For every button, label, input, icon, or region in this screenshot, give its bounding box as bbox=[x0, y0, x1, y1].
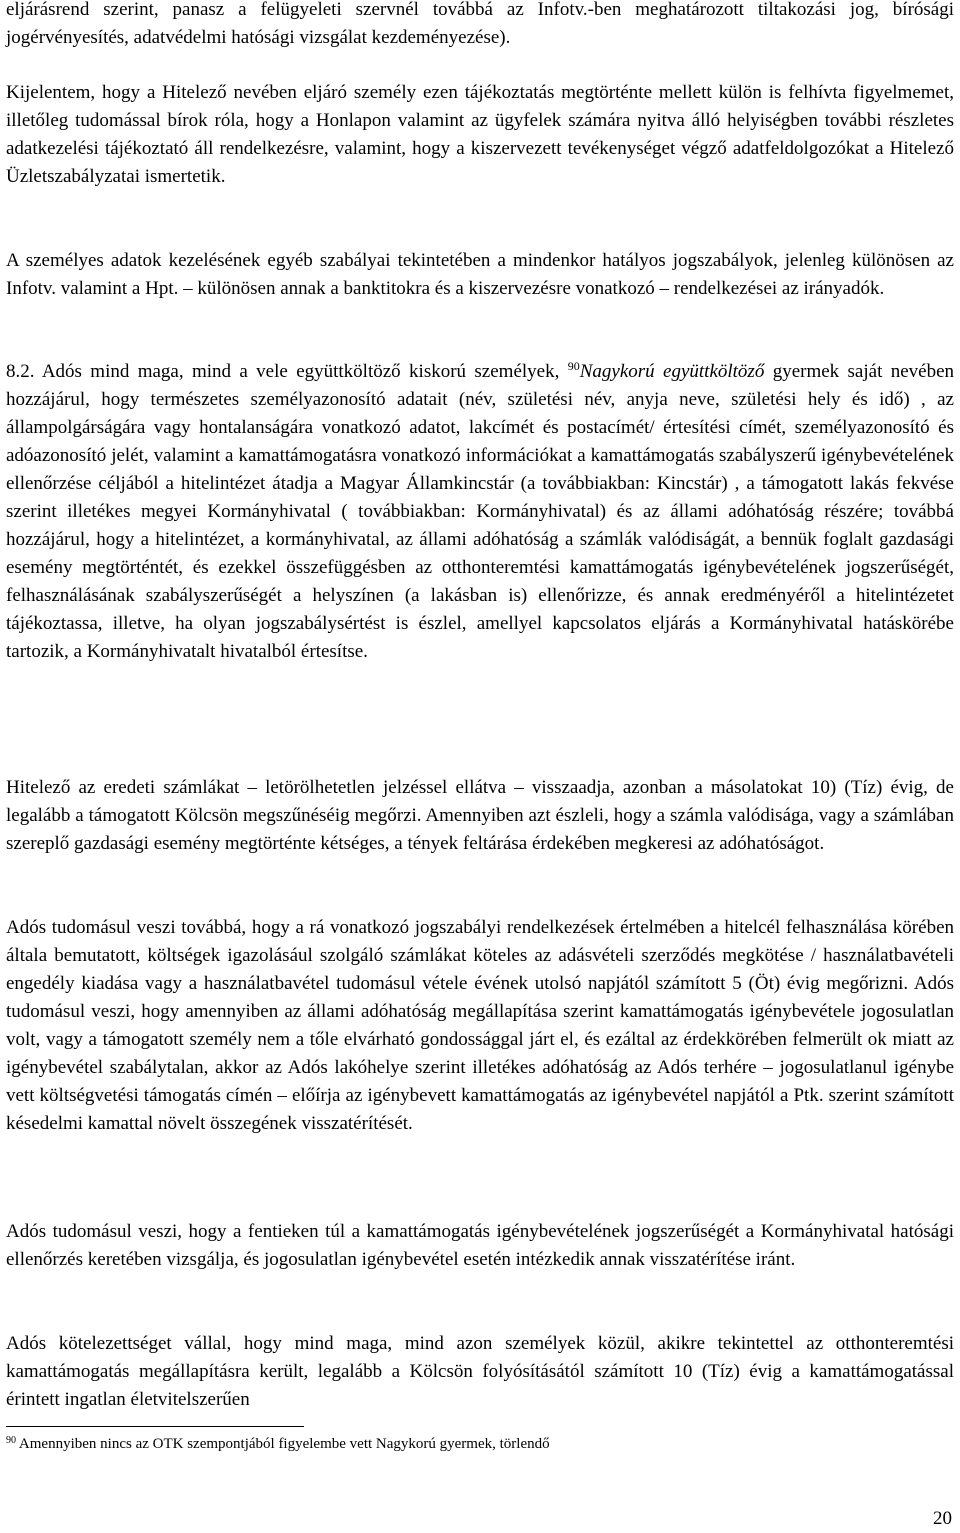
footnote bbox=[6, 1434, 954, 1454]
section-8-2-rest: gyermek saját nevében hozzájárul, hogy természetes személyazonosító adatait (név, születési név, anyja neve, születési hely és idő) , az állampolgárságára vagy hontalanságára vonatkozó adatot, lakcímét és postacímét/ értesítési címét, személyazonosító és adóazonosító jelét, valamint a kamattámogatásra vonatkozó információkat a kamattámogatás szabályszerű igénybevételének ellenőrzése céljából a hitelintézet átadja a Magyar Államkincstár (a továbbiakban: Kincstár) , a támogatott lakás fekvése szerint illetékes megyei Kormányhivatal ( továbbiakban: Kormányhivatal) és az állami adóhatóság részére; továbbá hozzájárul, hogy a hitelintézet, a kormányhivatal, az állami adóhatóság a számlák valódiságát, a bennük foglalt gazdasági esemény megtörténtét, és ezekkel összefüggésben az otthonteremtési kamattámogatás igénybevételének jogszerűségét, felhasználásának szabályszerűségét a helyszínen (a lakásban is) ellenőrizze, és annak eredményéről a hitelintézetet tájékoztassa, illetve, ha olyan jogszabálysértést is észlel, amellyel kapcsolatos eljárás a Kormányhivatal hatáskörébe tartozik, a Kormányhivatalt hivatalból értesítse. bbox=[6, 361, 955, 662]
paragraph-residence-obligation: Adós kötelezettséget vállal, hogy mind maga, mind azon személyek közül, akikre tekintettel az otthonteremtési kamattámogatás megállapításra került, legalább a Kölcsön folyósításától számított 10 (Tíz) évig a kamattámogatással érintett ingatlan életvitelszerűen bbox=[6, 1333, 954, 1410]
paragraph-section-8-2 bbox=[6, 358, 954, 666]
section-8-2-start: 8.2. Adós mind maga, mind a vele együttköltöző kiskorú személyek, bbox=[6, 361, 560, 382]
paragraph-invoices: Hitelező az eredeti számlákat – letörölhetetlen jelzéssel ellátva – visszaadja, azonban a másolatokat 10) (Tíz) évig, de legalább a támogatott Kölcsön megszűnéséig megőrzi. Amennyiben azt észleli, hogy a számla valódisága, vagy a számlában szereplő gazdasági esemény megtörténte kétséges, a tények feltárása érdekében megkeresi az adóhatóságot. bbox=[6, 777, 954, 854]
footnote-reference: 90 bbox=[567, 359, 580, 373]
paragraph-invoice-retention: Adós tudomásul veszi továbbá, hogy a rá vonatkozó jogszabályi rendelkezések értelmében a hitelcél felhasználása körében általa bemutatott, költségek igazolásául szolgáló számlákat köteles az adásvételi szerződés megkötése / használatbavételi engedély kiadása vagy a használatbavétel tudomásul vétele évének utolsó napjától számított 5 (Öt) évig megőrizni. Adós tudomásul veszi, hogy amennyiben az állami adóhatóság megállapítása szerint kamattámogatás igénybevétele jogosulatlan volt, vagy a támogatott személy nem a tőle elvárható gondossággal járt el, és ezáltal az érdekkörében felmerült ok miatt az igénybevétel szabálytalan, akkor az Adós lakóhelye szerint illetékes adóhatóság az Adós terhére – jogosulatlanul igénybe vett költségvetési támogatás címén – előírja az igénybevett kamattámogatás az igénybevétel napjától a Ptk. szerint számított késedelmi kamattal növelt összegének visszatérítését. bbox=[6, 917, 954, 1134]
paragraph-declaration: Kijelentem, hogy a Hitelező nevében eljáró személy ezen tájékoztatás megtörténte mellett külön is felhívta figyelmemet, illetőleg tudomással bírok róla, hogy a Honlapon valamint az ügyfelek számára nyitva álló helyiségben további részletes adatkezelési tájékoztató áll rendelkezésre, valamint, hogy a kiszervezett tevékenységet végző adatfeldolgozókat a Hitelező Üzletszabályzatai ismertetik. bbox=[6, 82, 954, 187]
paragraph-rights-end: eljárásrend szerint, panasz a felügyeleti szervnél továbbá az Infotv.-ben meghatározott tiltakozási jog, bírósági jogérvényesítés, adatvédelmi hatósági vizsgálat kezdeményezése). bbox=[6, 0, 954, 48]
paragraph-other-rules: A személyes adatok kezelésének egyéb szabályai tekintetében a mindenkor hatályos jogszabályok, jelenleg különösen az Infotv. valamint a Hpt. – különösen annak a banktitokra és a kiszervezésre vonatkozó – rendelkezései az irányadók. bbox=[6, 250, 954, 299]
page-number: 20 bbox=[933, 1508, 952, 1529]
footnote-text: Amennyiben nincs az OTK szempontjából figyelembe vett Nagykorú gyermek, törlendő bbox=[16, 1436, 550, 1452]
adult-child-italic: Nagykorú együttköltöző bbox=[579, 361, 765, 382]
paragraph-government-office-check: Adós tudomásul veszi, hogy a fentieken túl a kamattámogatás igénybevételének jogszerűségét a Kormányhivatal hatósági ellenőrzés keretében vizsgálja, és jogosulatlan igénybevétel esetén intézkedik annak visszatérítése iránt. bbox=[6, 1221, 954, 1270]
document-page bbox=[6, 0, 954, 1533]
footnote-number: 90 bbox=[6, 1435, 16, 1446]
footnote-separator bbox=[6, 1426, 304, 1427]
